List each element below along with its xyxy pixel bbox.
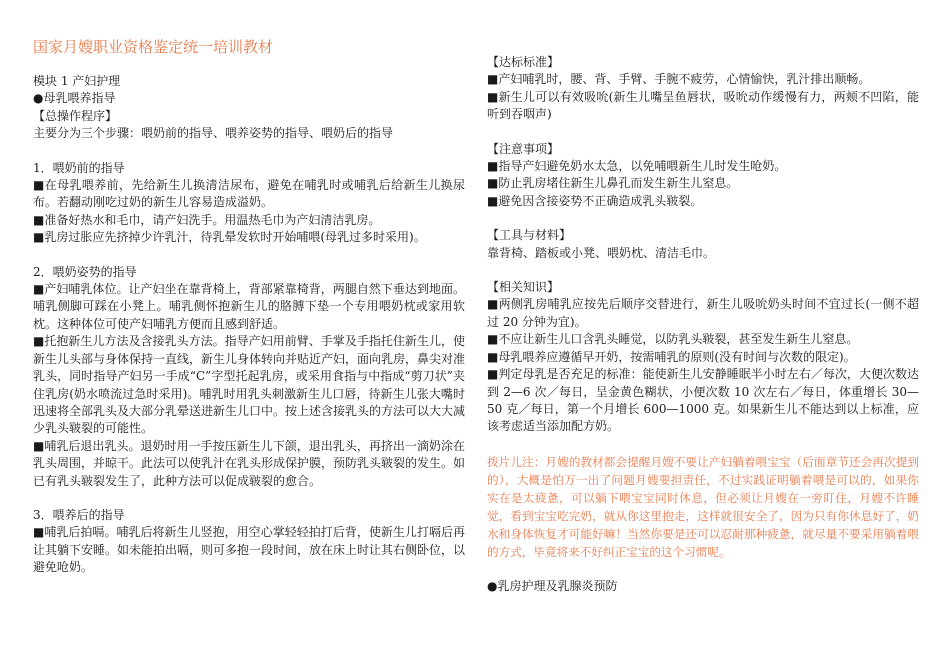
section-2-heading: 2．喂奶姿势的指导 (33, 264, 137, 279)
standards-paragraph: ■产妇哺乳时，腰、背、手臂、手腕不疲劳，心情愉快，乳汁排出顺畅。 (487, 72, 871, 87)
section-2-paragraph: ■托抱新生儿方法及含接乳头方法。指导产妇用前臂、手掌及手指托住新生儿，使新生儿头部与身体保持一直线，新生儿身体转向并贴近产妇，面向乳房，鼻尖对准乳头，同时指导产妇另一手成“C”字型托起乳房，或采用食指与中指成“剪刀状”夹住乳房(奶水喷流过急时采用)。哺乳时用乳头刺激新生儿口唇，待新生儿张大嘴时迅速将全部乳头及大部分乳晕送进新生儿口中。按上述含接乳头的方法可以大大减少乳头皲裂的可能性。 (33, 334, 466, 436)
attention-heading: 【注意事项】 (487, 141, 560, 156)
section-3-heading: 3．喂养后的指导 (33, 507, 125, 522)
section-2-paragraph: ■哺乳后退出乳头。退奶时用一手按压新生儿下颌，退出乳头，再挤出一滴奶涂在乳头周围，并晾干。此法可以使乳汁在乳头形成保护膜，预防乳头皲裂的发生。如已有乳头皲裂发生了，此种方法可以促成皲裂的愈合。 (33, 438, 466, 488)
standards-paragraph: ■新生儿可以有效吸吮(新生儿嘴呈鱼唇状，吸吮动作缓慢有力，两颊不凹陷，能听到吞咽声) (487, 89, 919, 122)
editor-note: 拨片儿注：月嫂的教材都会提醒月嫂不要让产妇躺着喂宝宝（后面章节还会再次提到的），大概是怕万一出了问题月嫂要担责任，不过实践证明躺着喂是可以的，如果你实在是太疲惫，可以躺下喂宝宝同时休息，但必须让月嫂在一旁盯住，月嫂不许睡觉，看到宝宝吃完奶，就从你这里抱走，这样就很安全了，因为只有你休息好了，奶水和身体恢复才可能好嘛！当然你要是还可以忍耐那种疲惫，就尽量不要采用躺着喂的方式，毕竟将来不好纠正宝宝的这个习惯呢。 (487, 454, 919, 559)
overview-heading: 【总操作程序】 (33, 108, 118, 123)
knowledge-paragraph: ■母乳喂养应遵循早开奶，按需哺乳的原则(没有时间与次数的限定)。 (487, 349, 856, 364)
left-column (33, 73, 465, 577)
section-1-paragraph: ■在母乳喂养前，先给新生儿换清洁尿布，避免在哺乳时或哺乳后给新生儿换尿布。若翻动刚吃过奶的新生儿容易造成溢奶。 (33, 178, 465, 210)
knowledge-paragraph: ■不应让新生儿口含乳头睡觉，以防乳头皲裂，甚至发生新生儿窒息。 (487, 332, 859, 347)
right-column (487, 54, 919, 595)
tools-heading: 【工具与材料】 (487, 228, 572, 243)
attention-paragraph: ■指导产妇避免奶水太急，以免哺喂新生儿时发生呛奶。 (487, 159, 787, 174)
attention-paragraph: ■避免因含接姿势不正确造成乳头皲裂。 (487, 193, 703, 208)
standards-heading: 【达标标准】 (487, 55, 560, 69)
module-heading: 模块 1 产妇护理 (33, 74, 121, 88)
attention-paragraph: ■防止乳房堵住新生儿鼻孔而发生新生儿窒息。 (487, 176, 739, 191)
topic-heading: ●母乳喂养指导 (33, 91, 116, 106)
knowledge-paragraph: ■判定母乳是否充足的标准：能使新生儿安静睡眠半小时左右／每次，大便次数达到 2—6 次／每日，呈金黄色糊状，小便次数 10 次左右／每日，体重增长 30—50 克／每日，第一个月增长 600—1000 克。如果新生儿不能达到以上标准，应该考虑适当添加配方奶。 (487, 367, 919, 434)
next-topic-heading: ●乳房护理及乳腺炎预防 (487, 578, 618, 593)
section-1-heading: 1．喂奶前的指导 (33, 160, 125, 175)
tools-text: 靠背椅、踏板或小凳、喂奶枕、清洁毛巾。 (487, 245, 716, 260)
section-3-paragraph: ■哺乳后拍嗝。哺乳后将新生儿竖抱，用空心掌轻轻拍打后背，使新生儿打嗝后再让其躺下安睡。如未能拍出嗝，则可多抱一段时间，放在床上时让其右侧卧位，以避免呛奶。 (33, 525, 466, 575)
section-1-paragraph: ■准备好热水和毛巾，请产妇洗手。用温热毛巾为产妇清洁乳房。 (33, 212, 381, 227)
page-title: 国家月嫂职业资格鉴定统一培训教材 (33, 38, 274, 56)
knowledge-heading: 【相关知识】 (487, 280, 560, 295)
knowledge-paragraph: ■两侧乳房哺乳应按先后顺序交替进行，新生儿吸吮奶头时间不宜过长(一侧不超过 20 分钟为宜)。 (487, 297, 919, 329)
section-2-paragraph: ■产妇哺乳体位。让产妇坐在靠背椅上，背部紧靠椅背，两腿自然下垂达到地面。哺乳侧脚可踩在小凳上。哺乳侧怀抱新生儿的胳膊下垫一个专用喂奶枕或家用软枕。这种体位可使产妇哺乳方便而且感到舒适。 (33, 282, 465, 331)
section-1-paragraph: ■乳房过胀应先挤掉少许乳汁，待乳晕发软时开始哺喂(母乳过多时采用)。 (33, 230, 426, 245)
overview-text: 主要分为三个步骤：喂奶前的指导、喂养姿势的指导、喂奶后的指导 (33, 126, 394, 141)
